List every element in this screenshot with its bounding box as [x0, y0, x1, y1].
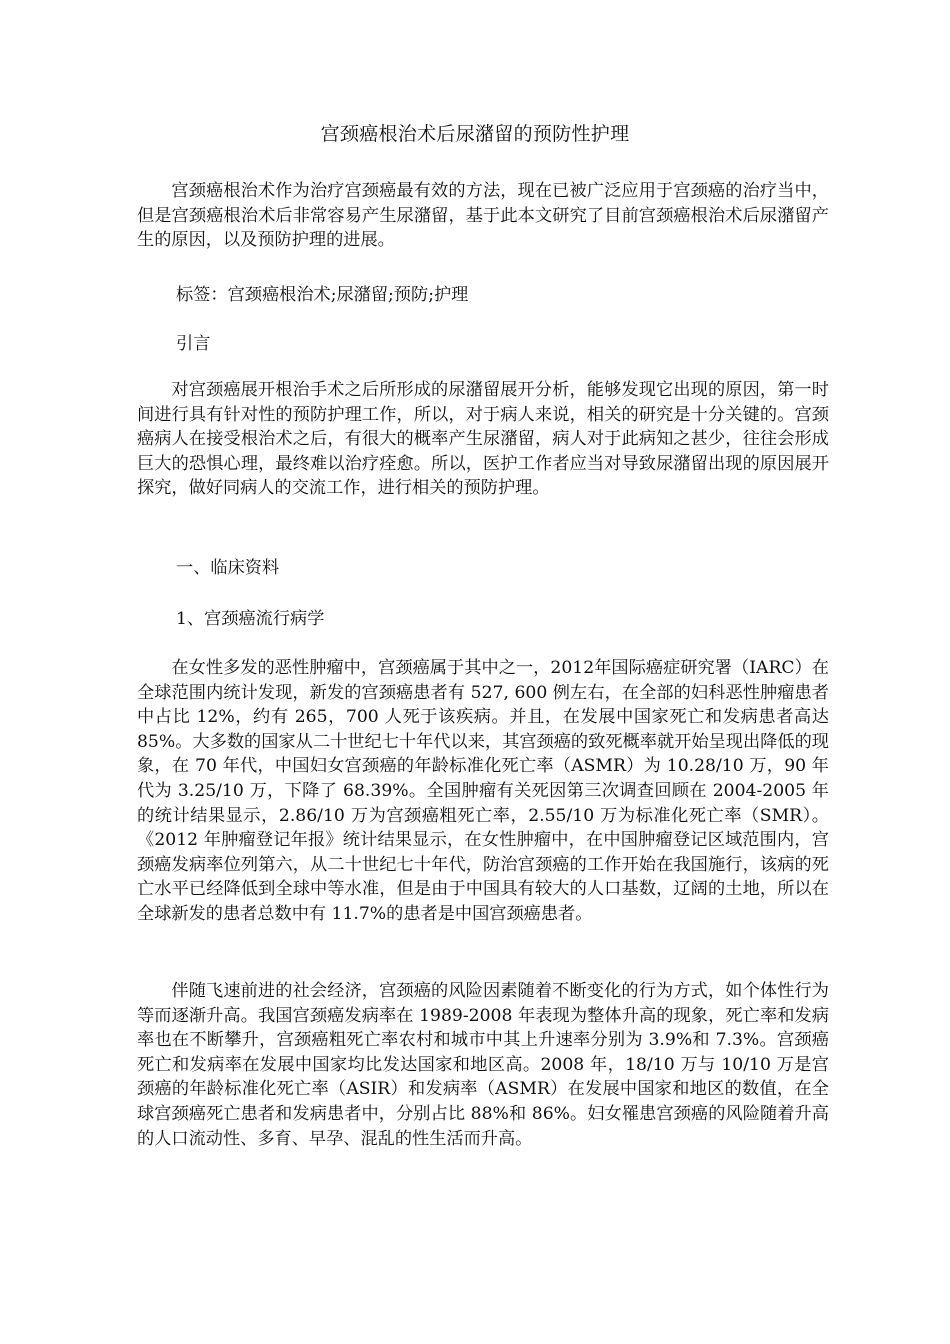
abstract-paragraph: 宫颈癌根治术作为治疗宫颈癌最有效的方法，现在已被广泛应用于宫颈癌的治疗当中，但是宫颈癌根治术后非常容易产生尿潴留，基于此本文研究了目前宫颈癌根治术后尿潴留产生的原因，以及预防护理的进展。 — [137, 181, 829, 251]
epidemiology-paragraph: 在女性多发的恶性肿瘤中，宫颈癌属于其中之一，2012年国际癌症研究署（IARC）在全球范围内统计发现，新发的宫颈癌患者有 527, 600 例左右，在全部的妇科恶性肿瘤患者中占比 12%，约有 265，700 人死于该疾病。并且，在发展中国家死亡和发病患者高达 85%。大多数的国家从二十世纪七十年代以来，其宫颈癌的致死概率就开始呈现出降低的现象，在 70 年代，中国妇女宫颈癌的年龄标准化死亡率（ASMR）为 10.28/10 万，90 年代为 3.25/10 万，下降了 68.39%。全国肿瘤有关死因第三次调查回顾在 2004-2005 年的统计结果显示，2.86/10 万为宫颈癌粗死亡率，2.55/10 万为标准化死亡率（SMR）。《2012 年肿瘤登记年报》统计结果显示，在女性肿瘤中，在中国肿瘤登记区域范围内，宫颈癌发病率位列第六，从二十世纪七十年代，防治宫颈癌的工作开始在我国施行，该病的死亡水平已经降低到全球中等水准，但是由于中国具有较大的人口基数，辽阔的土地，所以在全球新发的患者总数中有 11.7%的患者是中国宫颈癌患者。 — [137, 658, 829, 924]
document-title: 宫颈癌根治术后尿潴留的预防性护理 — [320, 123, 630, 145]
section-heading-clinical-data: 一、临床资料 — [176, 558, 280, 578]
subsection-heading-epidemiology: 1、宫颈癌流行病学 — [176, 609, 325, 629]
intro-paragraph: 对宫颈癌展开根治手术之后所形成的尿潴留展开分析，能够发现它出现的原因，第一时间进行具有针对性的预防护理工作，所以，对于病人来说，相关的研究是十分关键的。宫颈癌病人在接受根治术之后，有很大的概率产生尿潴留，病人对于此病知之甚少，往往会形成巨大的恐惧心理，最终难以治疗痊愈。所以，医护工作者应当对导致尿潴留出现的原因展开探究，做好同病人的交流工作，进行相关的预防护理。 — [137, 380, 829, 499]
keywords-line: 标签：宫颈癌根治术;尿潴留;预防;护理 — [176, 285, 469, 305]
risk-factors-paragraph: 伴随飞速前进的社会经济，宫颈癌的风险因素随着不断变化的行为方式，如个体性行为等而逐渐升高。我国宫颈癌发病率在 1989-2008 年表现为整体升高的现象，死亡率和发病率也在不断攀升，宫颈癌粗死亡率农村和城市中其上升速率分别为 3.9%和 7.3%。宫颈癌死亡和发病率在发展中国家均比发达国家和地区高。2008 年，18/10 万与 10/10 万是宫颈癌的年龄标准化死亡率（ASIR）和发病率（ASMR）在发展中国家和地区的数值，在全球宫颈癌死亡患者和发病患者中，分别占比 88%和 86%。妇女罹患宫颈癌的风险随着升高的人口流动性、多育、早孕、混乱的性生活而升高。 — [137, 981, 829, 1149]
intro-heading: 引言 — [176, 334, 211, 354]
